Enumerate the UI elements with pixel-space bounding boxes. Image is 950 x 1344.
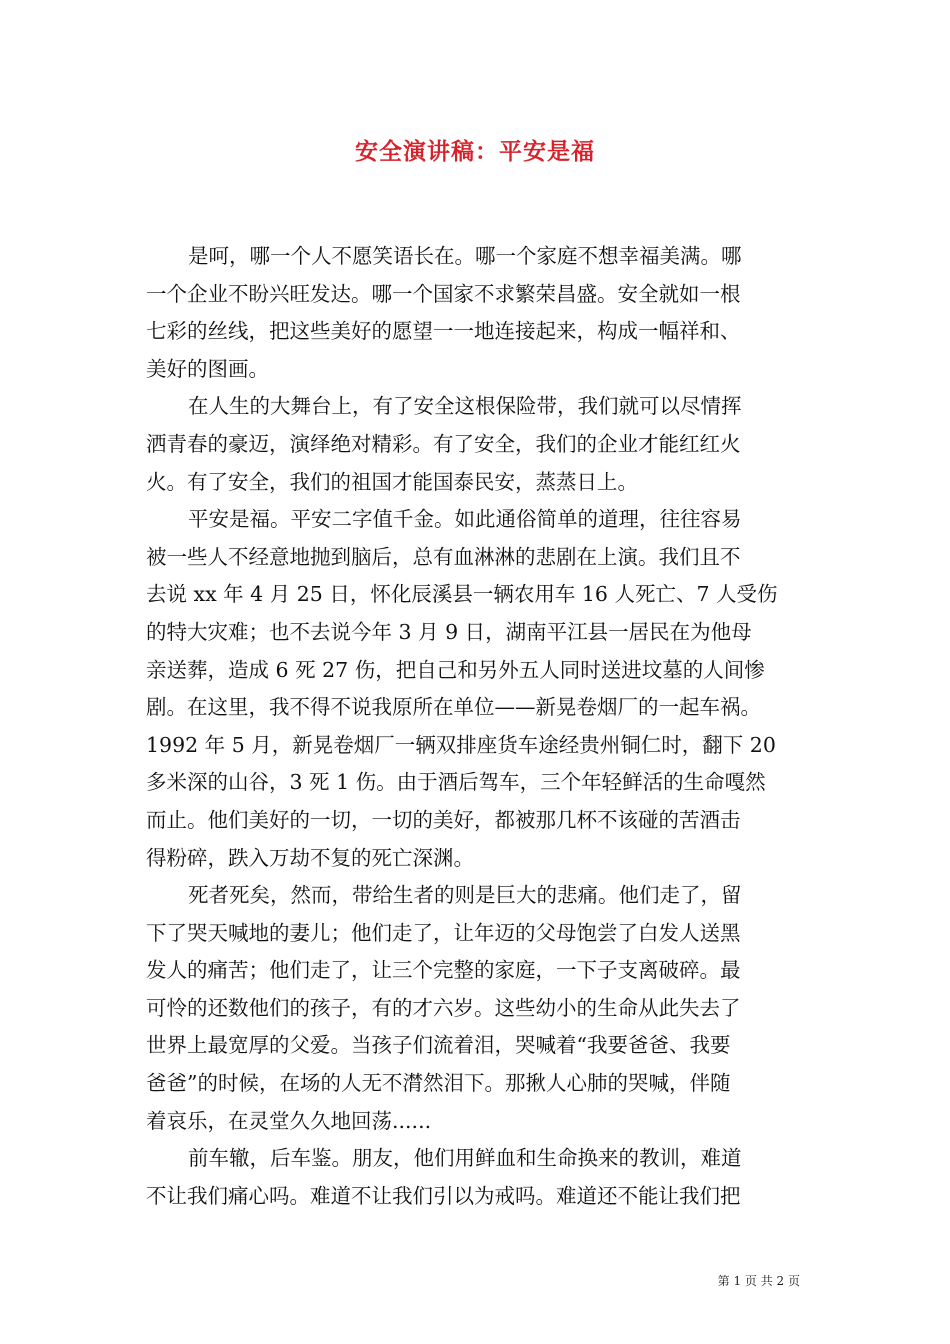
paragraph-line: 发人的痛苦；他们走了，让三个完整的家庭，一下子支离破碎。最 (146, 958, 741, 983)
paragraph-line: 下了哭天喊地的妻儿；他们走了，让年迈的父母饱尝了白发人送黑 (146, 920, 741, 945)
paragraph-line: 多米深的山谷，3 死 1 伤。由于酒后驾车，三个年轻鲜活的生命嘎然 (146, 770, 766, 795)
document-title: 安全演讲稿：平安是福 (355, 138, 595, 165)
paragraph-line: 世界上最宽厚的父爱。当孩子们流着泪，哭喊着“我要爸爸、我要 (146, 1033, 731, 1058)
paragraph-line: 爸爸”的时候，在场的人无不潸然泪下。那揪人心肺的哭喊，伴随 (146, 1071, 731, 1096)
paragraph-line: 洒青春的豪迈，演绎绝对精彩。有了安全，我们的企业才能红红火 (146, 431, 741, 456)
paragraph-line: 在人生的大舞台上，有了安全这根保险带，我们就可以尽情挥 (188, 394, 742, 419)
paragraph-line: 被一些人不经意地抛到脑后，总有血淋淋的悲剧在上演。我们且不 (146, 544, 741, 569)
paragraph-line: 得粉碎，跌入万劫不复的死亡深渊。 (146, 845, 474, 870)
paragraph-line: 可怜的还数他们的孩子，有的才六岁。这些幼小的生命从此失去了 (146, 995, 741, 1020)
paragraph-line: 一个企业不盼兴旺发达。哪一个国家不求繁荣昌盛。安全就如一根 (146, 281, 741, 306)
paragraph-line: 亲送葬，造成 6 死 27 伤，把自己和另外五人同时送进坟墓的人间惨 (146, 657, 765, 682)
paragraph-line: 平安是福。平安二字值千金。如此通俗简单的道理，往往容易 (188, 507, 742, 532)
paragraph-line: 火。有了安全，我们的祖国才能国泰民安，蒸蒸日上。 (146, 469, 638, 494)
paragraph-line: 而止。他们美好的一切，一切的美好，都被那几杯不该碰的苦酒击 (146, 807, 741, 832)
page-number: 第 1 页 共 2 页 (717, 1274, 800, 1288)
paragraph-line: 是呵，哪一个人不愿笑语长在。哪一个家庭不想幸福美满。哪 (188, 244, 742, 268)
paragraph-line: 前车辙，后车鉴。朋友，他们用鲜血和生命换来的教训，难道 (188, 1146, 742, 1171)
paragraph-line: 着哀乐，在灵堂久久地回荡...... (146, 1108, 432, 1133)
document-body (146, 238, 804, 1215)
paragraph-line: 美好的图画。 (146, 356, 269, 381)
paragraph-line: 七彩的丝线，把这些美好的愿望一一地连接起来，构成一幅祥和、 (146, 319, 741, 344)
paragraph-line: 1992 年 5 月，新晃卷烟厂一辆双排座货车途经贵州铜仁时，翻下 20 (146, 732, 776, 757)
paragraph-line: 不让我们痛心吗。难道不让我们引以为戒吗。难道还不能让我们把 (146, 1183, 741, 1208)
paragraph-line: 剧。在这里，我不得不说我原所在单位——新晃卷烟厂的一起车祸。 (146, 695, 761, 720)
paragraph-line: 去说 xx 年 4 月 25 日，怀化辰溪县一辆农用车 16 人死亡、7 人受伤 (146, 582, 778, 607)
paragraph-line: 的特大灾难；也不去说今年 3 月 9 日，湖南平江县一居民在为他母 (146, 619, 752, 644)
paragraph-line: 死者死矣，然而，带给生者的则是巨大的悲痛。他们走了，留 (188, 883, 742, 908)
